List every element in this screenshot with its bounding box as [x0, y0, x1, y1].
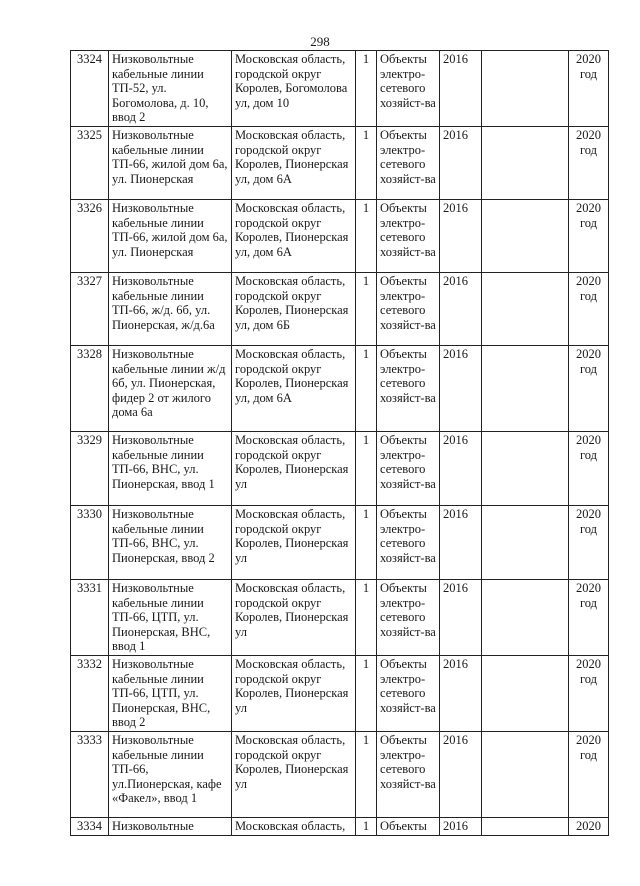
- year-cell: 2016: [440, 817, 482, 835]
- object-category-cell: Объекты электро-сетевого хозяйст-ва: [377, 505, 440, 579]
- object-address-cell: Московская область,: [232, 817, 356, 835]
- year-cell: 2016: [440, 431, 482, 505]
- quantity-cell: 1: [356, 431, 377, 505]
- note-cell: [482, 731, 569, 817]
- row-number-cell: 3327: [71, 272, 109, 345]
- quantity-cell: 1: [356, 579, 377, 655]
- object-address-cell: Московская область, городской округ Королев, Пионерская ул: [232, 731, 356, 817]
- table-row: [71, 817, 609, 835]
- quantity-cell: 1: [356, 51, 377, 127]
- year-cell: 2016: [440, 731, 482, 817]
- note-cell: [482, 431, 569, 505]
- object-category-cell: Объекты электро-сетевого хозяйст-ва: [377, 126, 440, 199]
- table-row: [71, 655, 609, 731]
- row-number-cell: 3325: [71, 126, 109, 199]
- table-row: [71, 272, 609, 345]
- year-cell: 2016: [440, 51, 482, 127]
- row-number-cell: 3333: [71, 731, 109, 817]
- object-name-cell: Низковольтные кабельные линии ТП-66, ЦТП, ул. Пионерская, ВНС, ввод 2: [109, 655, 232, 731]
- note-cell: [482, 817, 569, 835]
- object-address-cell: Московская область, городской округ Королев, Пионерская ул, дом 6Б: [232, 272, 356, 345]
- row-number-cell: 3330: [71, 505, 109, 579]
- row-number-cell: 3328: [71, 345, 109, 431]
- deadline-cell: 2020 год: [569, 431, 609, 505]
- object-category-cell: Объекты: [377, 817, 440, 835]
- deadline-cell: 2020: [569, 817, 609, 835]
- note-cell: [482, 126, 569, 199]
- object-address-cell: Московская область, городской округ Королев, Пионерская ул, дом 6А: [232, 126, 356, 199]
- table-row: [71, 51, 609, 127]
- object-address-cell: Московская область, городской округ Королев, Пионерская ул: [232, 655, 356, 731]
- note-cell: [482, 272, 569, 345]
- object-address-cell: Московская область, городской округ Королев, Пионерская ул, дом 6А: [232, 199, 356, 272]
- object-name-cell: Низковольтные кабельные линии ТП-66, жилой дом 6а, ул. Пионерская: [109, 126, 232, 199]
- quantity-cell: 1: [356, 199, 377, 272]
- quantity-cell: 1: [356, 655, 377, 731]
- table-row: [71, 345, 609, 431]
- object-category-cell: Объекты электро-сетевого хозяйст-ва: [377, 199, 440, 272]
- quantity-cell: 1: [356, 817, 377, 835]
- table-row: [71, 126, 609, 199]
- register-table: [70, 50, 609, 836]
- table-row: [71, 579, 609, 655]
- quantity-cell: 1: [356, 731, 377, 817]
- object-name-cell: Низковольтные кабельные линии ТП-66, ул.Пионерская, кафе «Факел», ввод 1: [109, 731, 232, 817]
- table-row: [71, 431, 609, 505]
- object-address-cell: Московская область, городской округ Королев, Пионерская ул: [232, 505, 356, 579]
- object-category-cell: Объекты электро-сетевого хозяйст-ва: [377, 655, 440, 731]
- row-number-cell: 3331: [71, 579, 109, 655]
- page-number: 298: [310, 34, 330, 49]
- deadline-cell: 2020 год: [569, 345, 609, 431]
- deadline-cell: 2020 год: [569, 579, 609, 655]
- quantity-cell: 1: [356, 126, 377, 199]
- object-name-cell: Низковольтные кабельные линии ТП-52, ул. Богомолова, д. 10, ввод 2: [109, 51, 232, 127]
- row-number-cell: 3334: [71, 817, 109, 835]
- note-cell: [482, 345, 569, 431]
- deadline-cell: 2020 год: [569, 655, 609, 731]
- object-category-cell: Объекты электро-сетевого хозяйст-ва: [377, 431, 440, 505]
- year-cell: 2016: [440, 655, 482, 731]
- object-name-cell: Низковольтные кабельные линии ж/д 6б, ул. Пионерская, фидер 2 от жилого дома 6а: [109, 345, 232, 431]
- deadline-cell: 2020 год: [569, 505, 609, 579]
- deadline-cell: 2020 год: [569, 126, 609, 199]
- object-category-cell: Объекты электро-сетевого хозяйст-ва: [377, 345, 440, 431]
- object-name-cell: Низковольтные: [109, 817, 232, 835]
- year-cell: 2016: [440, 126, 482, 199]
- deadline-cell: 2020 год: [569, 272, 609, 345]
- year-cell: 2016: [440, 345, 482, 431]
- object-address-cell: Московская область, городской округ Королев, Пионерская ул: [232, 579, 356, 655]
- row-number-cell: 3332: [71, 655, 109, 731]
- year-cell: 2016: [440, 272, 482, 345]
- object-address-cell: Московская область, городской округ Королев, Пионерская ул: [232, 431, 356, 505]
- note-cell: [482, 655, 569, 731]
- object-name-cell: Низковольтные кабельные линии ТП-66, ж/д. 6б, ул. Пионерская, ж/д.6а: [109, 272, 232, 345]
- note-cell: [482, 51, 569, 127]
- note-cell: [482, 505, 569, 579]
- deadline-cell: 2020 год: [569, 51, 609, 127]
- object-category-cell: Объекты электро-сетевого хозяйст-ва: [377, 579, 440, 655]
- deadline-cell: 2020 год: [569, 731, 609, 817]
- table-row: [71, 731, 609, 817]
- object-category-cell: Объекты электро-сетевого хозяйст-ва: [377, 272, 440, 345]
- note-cell: [482, 199, 569, 272]
- object-address-cell: Московская область, городской округ Королев, Пионерская ул, дом 6А: [232, 345, 356, 431]
- year-cell: 2016: [440, 199, 482, 272]
- object-name-cell: Низковольтные кабельные линии ТП-66, ВНС, ул. Пионерская, ввод 1: [109, 431, 232, 505]
- quantity-cell: 1: [356, 505, 377, 579]
- object-name-cell: Низковольтные кабельные линии ТП-66, ЦТП, ул. Пионерская, ВНС, ввод 1: [109, 579, 232, 655]
- row-number-cell: 3329: [71, 431, 109, 505]
- note-cell: [482, 579, 569, 655]
- table-row: [71, 199, 609, 272]
- object-address-cell: Московская область, городской округ Королев, Богомолова ул, дом 10: [232, 51, 356, 127]
- object-name-cell: Низковольтные кабельные линии ТП-66, ВНС, ул. Пионерская, ввод 2: [109, 505, 232, 579]
- year-cell: 2016: [440, 505, 482, 579]
- quantity-cell: 1: [356, 345, 377, 431]
- object-name-cell: Низковольтные кабельные линии ТП-66, жилой дом 6а, ул. Пионерская: [109, 199, 232, 272]
- object-category-cell: Объекты электро-сетевого хозяйст-ва: [377, 731, 440, 817]
- quantity-cell: 1: [356, 272, 377, 345]
- year-cell: 2016: [440, 579, 482, 655]
- deadline-cell: 2020 год: [569, 199, 609, 272]
- row-number-cell: 3324: [71, 51, 109, 127]
- table-row: [71, 505, 609, 579]
- row-number-cell: 3326: [71, 199, 109, 272]
- object-category-cell: Объекты электро-сетевого хозяйст-ва: [377, 51, 440, 127]
